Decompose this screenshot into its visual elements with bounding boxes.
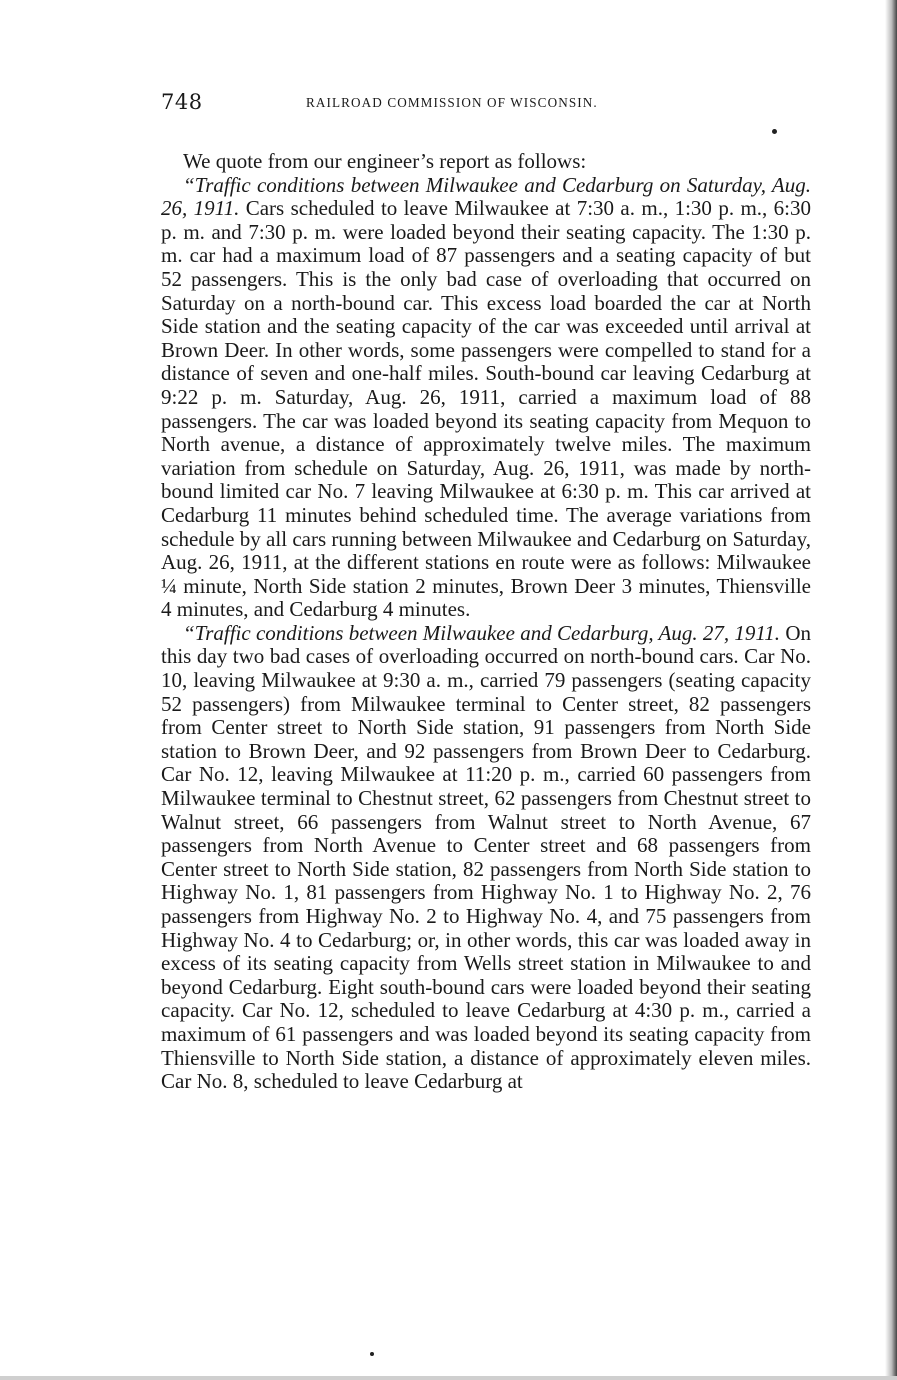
running-title: RAILROAD COMMISSION OF WISCONSIN. [306, 95, 598, 110]
sunday-traffic-text: On this day two bad cases of overloading occurred on north-bound cars. Car No. 10, leaving Milwaukee at 9:30 a. m., carried 79 passengers (seating capacity 52 passengers) from Milwaukee terminal to Center street, 82 passengers from Center street to North Side station, 91 passengers from North Side station to Brown Deer, and 92 passengers from Brown Deer to Cedarburg. Car No. 12, leaving Milwaukee at 11:20 p. m., carried 60 passengers from Milwaukee terminal to Chestnut street, 62 passengers from Chestnut street to Walnut street, 66 passengers from Walnut street to North Avenue, 67 passengers from North Avenue to Center street and 68 passengers from Center street to North Side station, 82 passengers from North Side station to Highway No. 1, 81 passengers from Highway No. 1 to Highway No. 2, 76 passengers from Highway No. 2 to Highway No. 4, and 75 passengers from Highway No. 4 to Cedarburg; or, in other words, this car was loaded away in excess of its seating capacity from Wells street station in Milwaukee to and beyond Cedarburg. Eight south-bound cars were loaded beyond their seating capacity. Car No. 12, scheduled to leave Cedarburg at 4:30 p. m., carried a maximum of 61 passengers and was loaded beyond its seating capacity from Thiensville to North Side station, a distance of approximately eleven miles. Car No. 8, scheduled to leave Cedarburg at [161, 620, 812, 1094]
ink-speck [370, 1352, 374, 1356]
saturday-traffic-paragraph [161, 174, 811, 622]
running-head [161, 90, 811, 120]
saturday-traffic-text: Cars scheduled to leave Milwaukee at 7:30 a. m., 1:30 p. m., 6:30 p. m. and 7:30 p. m. were loaded beyond their seating capacity. The 1:30 p. m. car had a maximum load of 87 passengers and a seating capacity of but 52 passengers. This is the only bad case of overloading that occurred on Saturday on a north-bound car. This excess load boarded the car at North Side station and the seating capacity of the car was exceeded until arrival at Brown Deer. In other words, some passengers were compelled to stand for a distance of seven and one-half miles. South-bound car leaving Cedarburg at 9:22 p. m. Saturday, Aug. 26, 1911, carried a maximum load of 88 passengers. The car was loaded beyond its seating capacity from Mequon to North avenue, a distance of approximately twelve miles. The maximum variation from schedule on Saturday, Aug. 26, 1911, was made by north-bound limited car No. 7 leaving Milwaukee at 6:30 p. m. This car arrived at Cedarburg 11 minutes behind scheduled time. The average variations from schedule by all cars running between Milwaukee and Cedarburg on Saturday, Aug. 26, 1911, at the different stations en route were as follows: Milwaukee ¼ minute, North Side station 2 minutes, Brown Deer 3 minutes, Thiensville 4 minutes, and Cedarburg 4 minutes. [161, 196, 811, 622]
sunday-traffic-paragraph [161, 622, 811, 1094]
saturday-traffic-heading: “Traffic conditions between Milwaukee and Cedarburg on Saturday, Aug. 26, 1911. [161, 172, 811, 221]
ink-speck [772, 129, 777, 134]
intro-paragraph: We quote from our engineer’s report as follows: [183, 149, 587, 173]
page-bottom-edge [0, 1376, 897, 1380]
page-edge-shadow [885, 0, 897, 1380]
page-number: 748 [161, 90, 203, 114]
sunday-traffic-heading: “Traffic conditions between Milwaukee and Cedarburg, Aug. 27, 1911. [183, 620, 781, 645]
report-text [161, 150, 811, 1094]
